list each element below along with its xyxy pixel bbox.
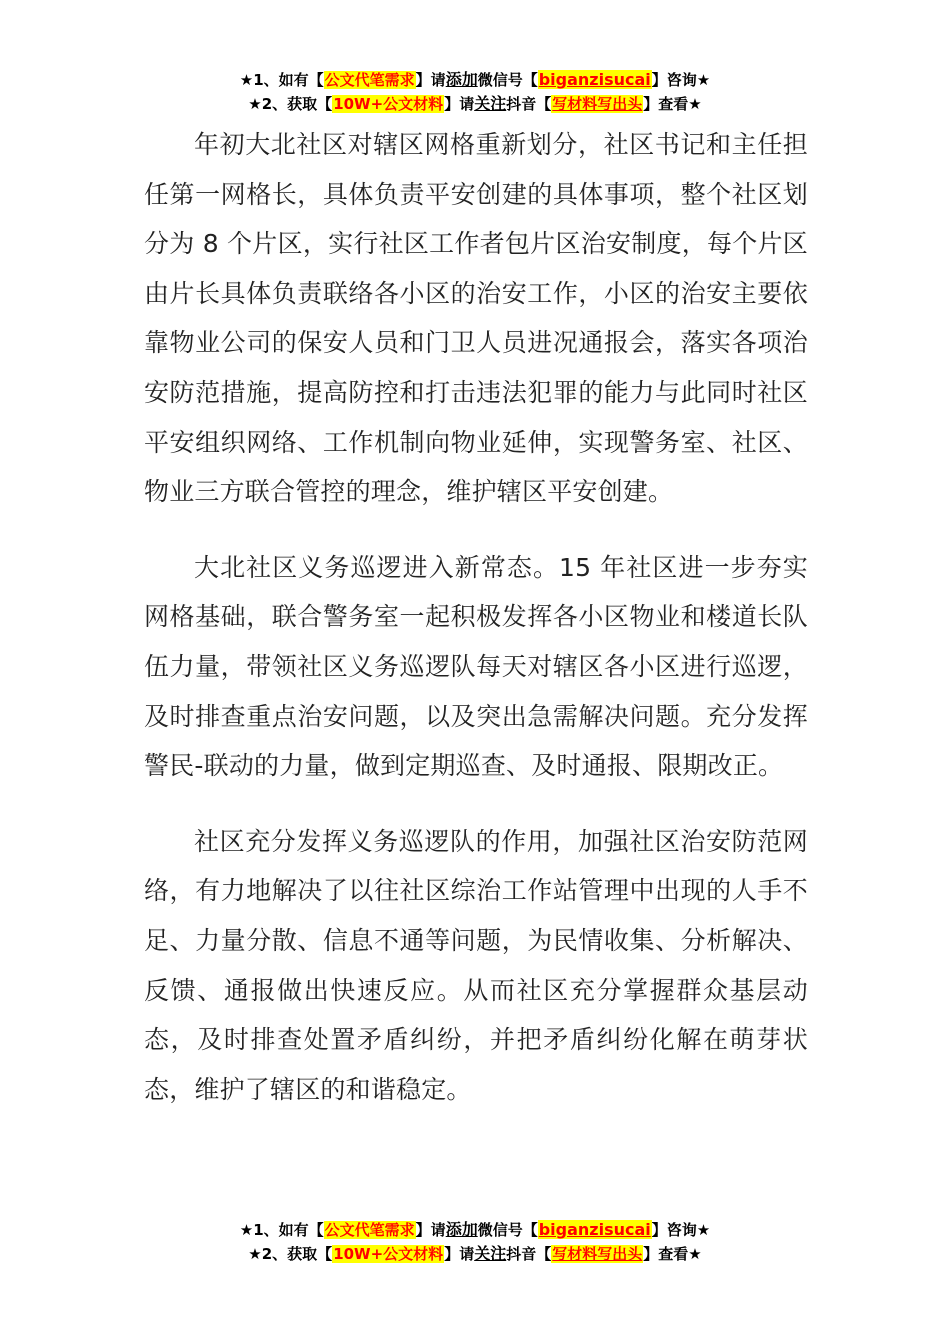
banner-text: 】请 <box>444 1245 475 1263</box>
paragraph-3: 社区充分发挥义务巡逻队的作用，加强社区治安防范网络，有力地解决了以往社区综治工作站管理中出现的人手不足、力量分散、信息不通等问题，为民情收集、分析解决、反馈、通报做出快速反应。从而社区充分掌握群众基层动态，及时排查处置矛盾纠纷，并把矛盾纠纷化解在萌芽状态，维护了辖区的和谐稳定。 <box>144 826 808 1104</box>
banner-text: 】查看★ <box>643 1245 702 1263</box>
douyin-account-link[interactable]: 写材料写出头 <box>552 1245 643 1263</box>
paragraph-1: 年初大北社区对辖区网格重新划分，社区书记和主任担任第一网格长，具体负责平安创建的具体事项，整个社区划分为 8 个片区，实行社区工作者包片区治安制度，每个片区由片长具体负责联络各小区的治安工作，小区的治安主要依靠物业公司的保安人员和门卫人员进况通报会，落实各项治安防范措施，提高防控和打击违法犯罪的能力与此同时社区平安组织网络、工作机制向物业延伸，实现警务室、社区、物业三方联合管控的理念，维护辖区平安创建。 <box>144 130 808 507</box>
banner-text: 微信号【 <box>477 1221 538 1239</box>
document-body <box>144 120 808 1140</box>
banner-line-1 <box>0 68 950 92</box>
banner-line-2 <box>0 1242 950 1266</box>
underlined-text: 添加 <box>445 1220 478 1239</box>
banner-line-1 <box>0 1218 950 1242</box>
banner-text: 】请 <box>415 1221 446 1239</box>
banner-line-2 <box>0 92 950 116</box>
wechat-id-link[interactable]: biganzisucai <box>538 1220 651 1239</box>
paragraph-2: 大北社区义务巡逻进入新常态。15 年社区进一步夯实网格基础，联合警务室一起积极发挥各小区物业和楼道长队伍力量，带领社区义务巡逻队每天对辖区各小区进行巡逻，及时排查重点治安问题，以及突出急需解决问题。充分发挥警民-联动的力量，做到定期巡查、及时通报、限期改正。 <box>144 552 808 781</box>
banner-text: 】查看★ <box>643 95 702 113</box>
banner-text: 】请 <box>444 95 475 113</box>
underlined-text: 添加 <box>445 70 478 89</box>
banner-text: 】咨询★ <box>651 71 711 89</box>
banner-text: 抖音【 <box>506 1245 552 1263</box>
highlight-materials: 10W+公文材料 <box>333 1245 444 1263</box>
douyin-account-link[interactable]: 写材料写出头 <box>552 95 643 113</box>
underlined-text: 关注 <box>474 1244 507 1263</box>
wechat-id-link[interactable]: biganzisucai <box>538 70 651 89</box>
highlight-service: 公文代笔需求 <box>324 1221 415 1239</box>
banner-text: ★1、如有【 <box>239 71 324 89</box>
banner-text: ★2、获取【 <box>248 95 333 113</box>
footer-banner <box>0 1218 950 1266</box>
banner-text: 微信号【 <box>477 71 538 89</box>
underlined-text: 关注 <box>474 94 507 113</box>
highlight-materials: 10W+公文材料 <box>333 95 444 113</box>
banner-text: 】请 <box>415 71 446 89</box>
banner-text: 】咨询★ <box>651 1221 711 1239</box>
banner-text: ★2、获取【 <box>248 1245 333 1263</box>
highlight-service: 公文代笔需求 <box>324 71 415 89</box>
header-banner <box>0 68 950 116</box>
banner-text: ★1、如有【 <box>239 1221 324 1239</box>
banner-text: 抖音【 <box>506 95 552 113</box>
